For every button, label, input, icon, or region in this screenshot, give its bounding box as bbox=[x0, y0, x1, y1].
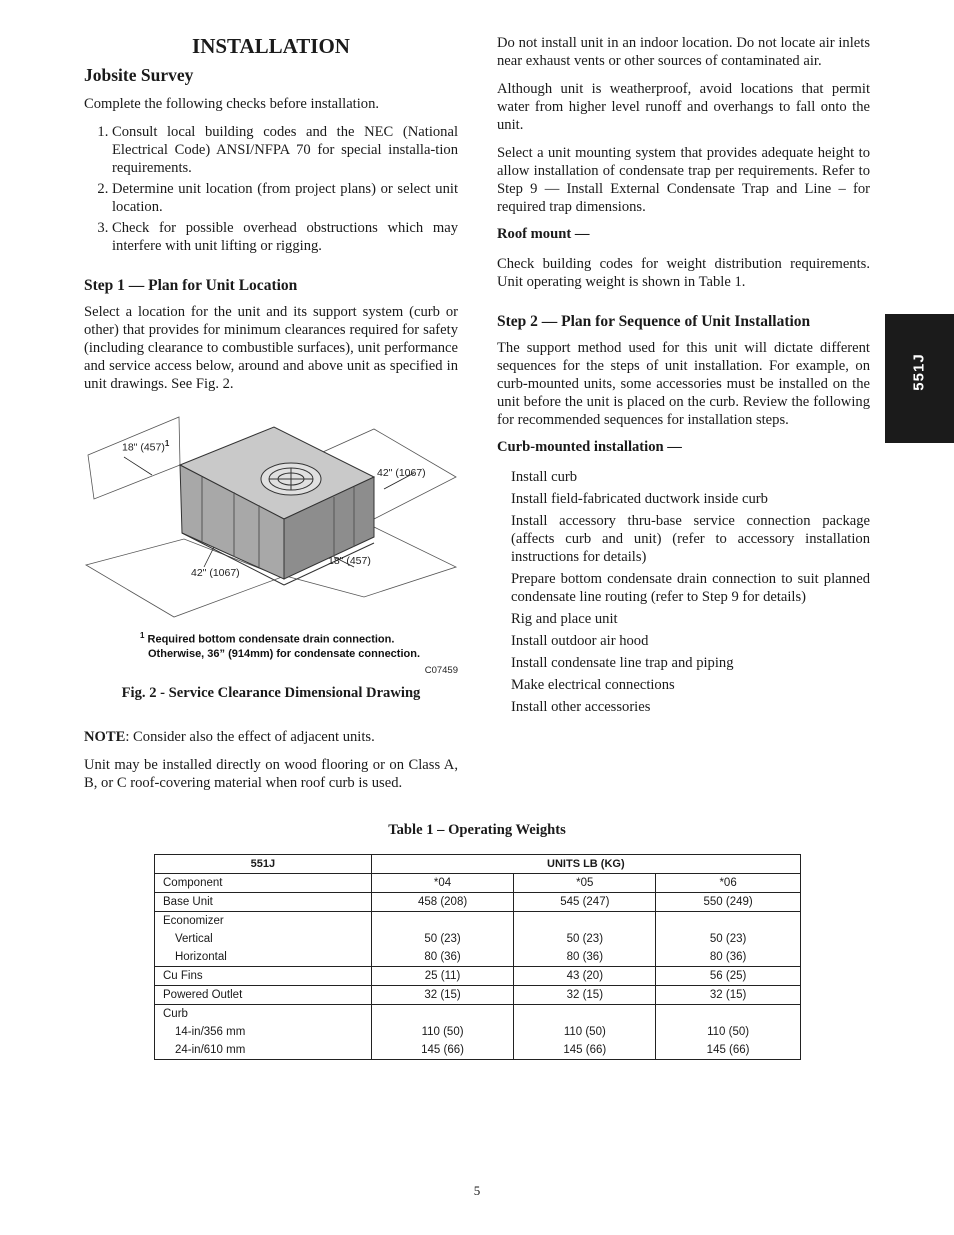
figure-footnote: $^1$ Required bottom condensate drain connection. Otherwise, 36” (914mm) for condensate connection. bbox=[140, 631, 421, 660]
clearance-zone-back-left bbox=[88, 417, 180, 499]
table-header-row bbox=[155, 855, 801, 874]
curb-step: Prepare bottom condensate drain connection to suit planned condensate line routing (refer to Step 9 for details) bbox=[511, 571, 870, 605]
operating-weights-table bbox=[154, 854, 801, 1060]
weatherproof-text: Although unit is weatherproof, avoid locations that permit water from higher level runoff and overhangs to fall onto the unit. bbox=[497, 81, 870, 133]
curb-mounted-heading: Curb-mounted installation — bbox=[497, 439, 682, 455]
indoor-location-text: Do not install unit in an indoor location. Do not locate air inlets near exhaust vents or other sources of contaminated air. bbox=[497, 35, 870, 69]
note-text: : Consider also the effect of adjacent units. bbox=[125, 729, 375, 745]
curb-step: Install outdoor air hood bbox=[511, 633, 649, 649]
curb-step: Install other accessories bbox=[511, 699, 651, 715]
side-tab bbox=[885, 314, 954, 443]
jobsite-survey-heading: Jobsite Survey bbox=[84, 65, 194, 85]
wood-flooring-text: Unit may be installed directly on wood flooring or on Class A, B, or C roof-covering material when roof curb is used. bbox=[84, 757, 458, 791]
table-row: 24-in/610 mm 145 (66) 145 (66) 145 (66) bbox=[155, 1041, 801, 1060]
dim-label-bottom-left: 42" (1067) bbox=[191, 567, 240, 579]
curb-step: Rig and place unit bbox=[511, 611, 618, 627]
figure-code: C07459 bbox=[424, 665, 458, 676]
curb-steps-list bbox=[497, 468, 870, 716]
side-tab-label: 551J bbox=[910, 353, 928, 391]
curb-step: Install field-fabricated ductwork inside curb bbox=[511, 491, 768, 507]
table-row: Cu Fins 25 (11) 43 (20) 56 (25) bbox=[155, 967, 801, 986]
roof-mount-heading: Roof mount — bbox=[497, 226, 590, 242]
table-row: 14-in/356 mm 110 (50) 110 (50) 110 (50) bbox=[155, 1023, 801, 1041]
check-item: 1. Consult local building codes and the NEC (National Electrical Code) ANSI/NFPA 70 for special installa-tion requirements. bbox=[112, 123, 458, 177]
curb-step: Make electrical connections bbox=[511, 677, 675, 693]
curb-step: Install accessory thru-base service connection package (affects curb and unit) (refer to accessory installation instructions for details) bbox=[511, 513, 870, 565]
left-column bbox=[84, 34, 458, 802]
header-model: 551J bbox=[155, 855, 372, 874]
roof-mount-text: Check building codes for weight distribution requirements. Unit operating weight is shown in Table 1. bbox=[497, 256, 870, 290]
page-title: INSTALLATION bbox=[192, 34, 350, 58]
table-row: Powered Outlet 32 (15) 32 (15) 32 (15) bbox=[155, 986, 801, 1005]
table-row: Economizer bbox=[155, 912, 801, 931]
note-paragraph bbox=[84, 728, 458, 746]
header-units: UNITS LB (KG) bbox=[371, 855, 800, 874]
table-row: Curb bbox=[155, 1005, 801, 1024]
figure-caption: Fig. 2 - Service Clearance Dimensional Drawing bbox=[121, 685, 421, 701]
step2-heading: Step 2 — Plan for Sequence of Unit Installation bbox=[497, 313, 811, 330]
table-row: Base Unit 458 (208) 545 (247) 550 (249) bbox=[155, 893, 801, 912]
service-clearance-figure bbox=[84, 407, 458, 677]
check-item: 2. Determine unit location (from project plans) or select unit location. bbox=[112, 180, 458, 216]
checks-list bbox=[84, 123, 458, 255]
curb-step: Install curb bbox=[511, 469, 578, 485]
table-row: Component *04 *05 *06 bbox=[155, 874, 801, 893]
right-column bbox=[497, 34, 870, 720]
page-number: 5 bbox=[473, 1183, 481, 1198]
dim-label-top-left: 18" $(457)^1$ bbox=[122, 439, 170, 454]
step1-text: Select a location for the unit and its support system (curb or other) that provides for minimum clearances required for safety (including clearance to combustible surfaces), unit performance and service access below, around and above unit as specified in unit drawings. See Fig. 2. bbox=[84, 304, 458, 392]
table-title: Table 1 – Operating Weights bbox=[388, 822, 566, 838]
dim-label-right: 42" (1067) bbox=[377, 467, 426, 479]
note-label: NOTE bbox=[84, 729, 126, 745]
step2-text: The support method used for this unit will dictate different sequences for the steps of unit installation. For example, on curb-mounted units, some accessories must be installed on the unit before the unit is placed on the curb. Review the following for recommended sequences for installation steps. bbox=[497, 340, 870, 428]
jobsite-intro: Complete the following checks before installation. bbox=[84, 96, 380, 112]
dim-arrow-bottom-left bbox=[204, 547, 214, 567]
check-item: 3. Check for possible overhead obstructions which may interfere with unit lifting or rigging. bbox=[112, 219, 458, 255]
dim-label-bottom-right: 18" (457) bbox=[328, 555, 371, 567]
mounting-system-text: Select a unit mounting system that provides adequate height to allow installation of condensate trap per requirements. Refer to Step 9 — Install External Condensate Trap and Line – for required trap dimensions. bbox=[497, 145, 870, 215]
step1-heading: Step 1 — Plan for Unit Location bbox=[84, 277, 298, 294]
curb-step: Install condensate line trap and piping bbox=[511, 655, 734, 671]
table-row: Vertical 50 (23) 50 (23) 50 (23) bbox=[155, 930, 801, 948]
dim-arrow-top-left bbox=[124, 457, 152, 475]
condenser-fan bbox=[261, 463, 321, 495]
table-row: Horizontal 80 (36) 80 (36) 80 (36) bbox=[155, 948, 801, 967]
